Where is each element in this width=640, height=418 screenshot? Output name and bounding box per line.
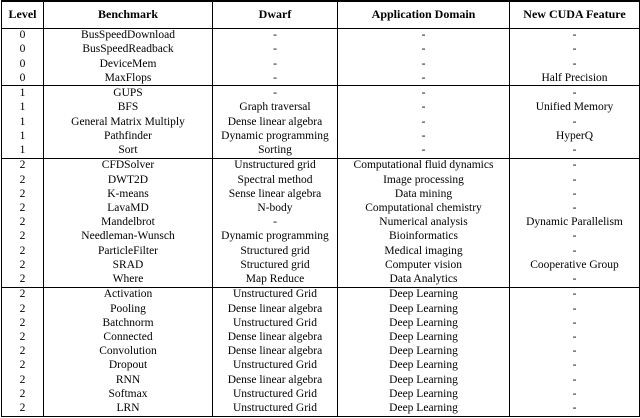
cell-level: 0	[2, 57, 44, 71]
cell-cuda-feature: -	[510, 201, 640, 215]
cell-level: 2	[2, 359, 44, 373]
cell-dwarf: Structured grid	[213, 244, 338, 258]
cell-level: 1	[2, 143, 44, 158]
cell-domain: Deep Learning	[338, 345, 510, 359]
header-new-cuda-feature: New CUDA Feature	[510, 1, 640, 28]
cell-cuda-feature: -	[510, 173, 640, 187]
cell-cuda-feature: -	[510, 359, 640, 373]
cell-level: 1	[2, 101, 44, 115]
cell-benchmark: Mandelbrot	[44, 216, 213, 230]
cell-level: 2	[2, 272, 44, 287]
cell-benchmark: CFDSolver	[44, 158, 213, 173]
cell-level: 2	[2, 330, 44, 344]
cell-domain: Computational chemistry	[338, 201, 510, 215]
cell-domain: -	[338, 143, 510, 158]
cell-level: 2	[2, 244, 44, 258]
cell-cuda-feature: -	[510, 302, 640, 316]
table-row	[2, 387, 640, 401]
cell-level: 2	[2, 345, 44, 359]
header-level: Level	[2, 1, 44, 28]
cell-benchmark: General Matrix Multiply	[44, 115, 213, 129]
cell-benchmark: Batchnorm	[44, 316, 213, 330]
cell-benchmark: DWT2D	[44, 173, 213, 187]
cell-level: 2	[2, 158, 44, 173]
cell-level: 2	[2, 387, 44, 401]
cell-cuda-feature: -	[510, 244, 640, 258]
cell-domain: -	[338, 86, 510, 101]
cell-cuda-feature: -	[510, 287, 640, 302]
cell-benchmark: Convolution	[44, 345, 213, 359]
cell-cuda-feature: -	[510, 230, 640, 244]
header-dwarf: Dwarf	[213, 1, 338, 28]
cell-dwarf: Dense linear algebra	[213, 345, 338, 359]
cell-domain: Deep Learning	[338, 359, 510, 373]
cell-dwarf: Unstructured grid	[213, 158, 338, 173]
cell-dwarf: Sense linear algebra	[213, 187, 338, 201]
table-row	[2, 216, 640, 230]
cell-domain: Deep Learning	[338, 387, 510, 401]
cell-cuda-feature: -	[510, 158, 640, 173]
table-row	[2, 71, 640, 86]
cell-domain: Bioinformatics	[338, 230, 510, 244]
table-row	[2, 187, 640, 201]
cell-benchmark: Connected	[44, 330, 213, 344]
cell-level: 2	[2, 373, 44, 387]
table-row	[2, 201, 640, 215]
cell-benchmark: MaxFlops	[44, 71, 213, 86]
cell-benchmark: Dropout	[44, 359, 213, 373]
table-row	[2, 57, 640, 71]
cell-level: 2	[2, 230, 44, 244]
cell-level: 2	[2, 187, 44, 201]
cell-level: 2	[2, 302, 44, 316]
cell-domain: Deep Learning	[338, 287, 510, 302]
cell-domain: Data Analytics	[338, 272, 510, 287]
cell-benchmark: K-means	[44, 187, 213, 201]
header-benchmark: Benchmark	[44, 1, 213, 28]
cell-cuda-feature: -	[510, 43, 640, 57]
cell-dwarf: -	[213, 71, 338, 86]
cell-level: 2	[2, 216, 44, 230]
cell-benchmark: Softmax	[44, 387, 213, 401]
table-row	[2, 129, 640, 143]
cell-level: 2	[2, 201, 44, 215]
cell-cuda-feature: -	[510, 187, 640, 201]
table-row	[2, 359, 640, 373]
cell-cuda-feature: Dynamic Parallelism	[510, 216, 640, 230]
cell-dwarf: Graph traversal	[213, 101, 338, 115]
cell-benchmark: BusSpeedReadback	[44, 43, 213, 57]
cell-benchmark: LRN	[44, 402, 213, 417]
cell-level: 1	[2, 86, 44, 101]
cell-dwarf: N-body	[213, 201, 338, 215]
table-row	[2, 272, 640, 287]
cell-dwarf: -	[213, 57, 338, 71]
table-row	[2, 143, 640, 158]
cell-domain: -	[338, 57, 510, 71]
cell-dwarf: Dynamic programming	[213, 129, 338, 143]
cell-cuda-feature: -	[510, 345, 640, 359]
table-row	[2, 316, 640, 330]
cell-dwarf: Unstructured Grid	[213, 402, 338, 417]
cell-domain: Deep Learning	[338, 402, 510, 417]
table-row	[2, 302, 640, 316]
cell-domain: -	[338, 101, 510, 115]
cell-dwarf: Sorting	[213, 143, 338, 158]
cell-cuda-feature: -	[510, 86, 640, 101]
table-row	[2, 287, 640, 302]
cell-dwarf: -	[213, 28, 338, 43]
cell-benchmark: ParticleFilter	[44, 244, 213, 258]
header-row	[2, 1, 640, 28]
cell-dwarf: Dense linear algebra	[213, 115, 338, 129]
table-body	[2, 28, 640, 417]
cell-domain: -	[338, 115, 510, 129]
cell-level: 2	[2, 258, 44, 272]
cell-cuda-feature: -	[510, 316, 640, 330]
cell-domain: -	[338, 129, 510, 143]
cell-level: 2	[2, 287, 44, 302]
cell-dwarf: Dynamic programming	[213, 230, 338, 244]
cell-domain: -	[338, 43, 510, 57]
table-row	[2, 230, 640, 244]
cell-dwarf: Unstructured Grid	[213, 387, 338, 401]
cell-benchmark: LavaMD	[44, 201, 213, 215]
cell-domain: Computational fluid dynamics	[338, 158, 510, 173]
cell-domain: Image processing	[338, 173, 510, 187]
benchmark-table	[1, 0, 640, 417]
table-row	[2, 158, 640, 173]
table-row	[2, 244, 640, 258]
cell-dwarf: Unstructured Grid	[213, 316, 338, 330]
cell-domain: -	[338, 28, 510, 43]
table-row	[2, 345, 640, 359]
cell-dwarf: Structured grid	[213, 258, 338, 272]
cell-dwarf: -	[213, 216, 338, 230]
cell-level: 0	[2, 43, 44, 57]
cell-dwarf: Dense linear algebra	[213, 302, 338, 316]
cell-cuda-feature: HyperQ	[510, 129, 640, 143]
cell-cuda-feature: -	[510, 143, 640, 158]
cell-domain: Medical imaging	[338, 244, 510, 258]
cell-benchmark: BFS	[44, 101, 213, 115]
cell-domain: -	[338, 71, 510, 86]
table-row	[2, 402, 640, 417]
cell-dwarf: -	[213, 86, 338, 101]
cell-cuda-feature: -	[510, 330, 640, 344]
cell-cuda-feature: Half Precision	[510, 71, 640, 86]
cell-dwarf: -	[213, 43, 338, 57]
table-row	[2, 28, 640, 43]
cell-benchmark: GUPS	[44, 86, 213, 101]
cell-cuda-feature: Cooperative Group	[510, 258, 640, 272]
cell-level: 1	[2, 115, 44, 129]
cell-cuda-feature: -	[510, 57, 640, 71]
cell-dwarf: Unstructured Grid	[213, 359, 338, 373]
cell-cuda-feature: -	[510, 28, 640, 43]
cell-level: 1	[2, 129, 44, 143]
cell-dwarf: Unstructured Grid	[213, 287, 338, 302]
table-row	[2, 173, 640, 187]
cell-level: 0	[2, 71, 44, 86]
cell-cuda-feature: -	[510, 115, 640, 129]
table-row	[2, 258, 640, 272]
table-row	[2, 43, 640, 57]
cell-dwarf: Dense linear algebra	[213, 330, 338, 344]
cell-domain: Data mining	[338, 187, 510, 201]
cell-domain: Computer vision	[338, 258, 510, 272]
cell-cuda-feature: Unified Memory	[510, 101, 640, 115]
cell-benchmark: Pathfinder	[44, 129, 213, 143]
cell-dwarf: Map Reduce	[213, 272, 338, 287]
table-row	[2, 115, 640, 129]
header-application-domain: Application Domain	[338, 1, 510, 28]
cell-cuda-feature: -	[510, 387, 640, 401]
cell-benchmark: SRAD	[44, 258, 213, 272]
cell-benchmark: RNN	[44, 373, 213, 387]
cell-level: 2	[2, 402, 44, 417]
table-header	[2, 1, 640, 28]
table-row	[2, 330, 640, 344]
cell-domain: Deep Learning	[338, 302, 510, 316]
cell-benchmark: Activation	[44, 287, 213, 302]
cell-benchmark: Sort	[44, 143, 213, 158]
cell-cuda-feature: -	[510, 272, 640, 287]
cell-benchmark: DeviceMem	[44, 57, 213, 71]
cell-benchmark: BusSpeedDownload	[44, 28, 213, 43]
cell-benchmark: Pooling	[44, 302, 213, 316]
cell-cuda-feature: -	[510, 373, 640, 387]
cell-cuda-feature: -	[510, 402, 640, 417]
cell-domain: Deep Learning	[338, 330, 510, 344]
cell-level: 0	[2, 28, 44, 43]
cell-domain: Deep Learning	[338, 316, 510, 330]
cell-benchmark: Where	[44, 272, 213, 287]
cell-domain: Numerical analysis	[338, 216, 510, 230]
cell-domain: Deep Learning	[338, 373, 510, 387]
cell-benchmark: Needleman-Wunsch	[44, 230, 213, 244]
cell-level: 2	[2, 173, 44, 187]
cell-level: 2	[2, 316, 44, 330]
table-row	[2, 86, 640, 101]
cell-dwarf: Spectral method	[213, 173, 338, 187]
table-row	[2, 101, 640, 115]
table-row	[2, 373, 640, 387]
cell-dwarf: Dense linear algebra	[213, 373, 338, 387]
